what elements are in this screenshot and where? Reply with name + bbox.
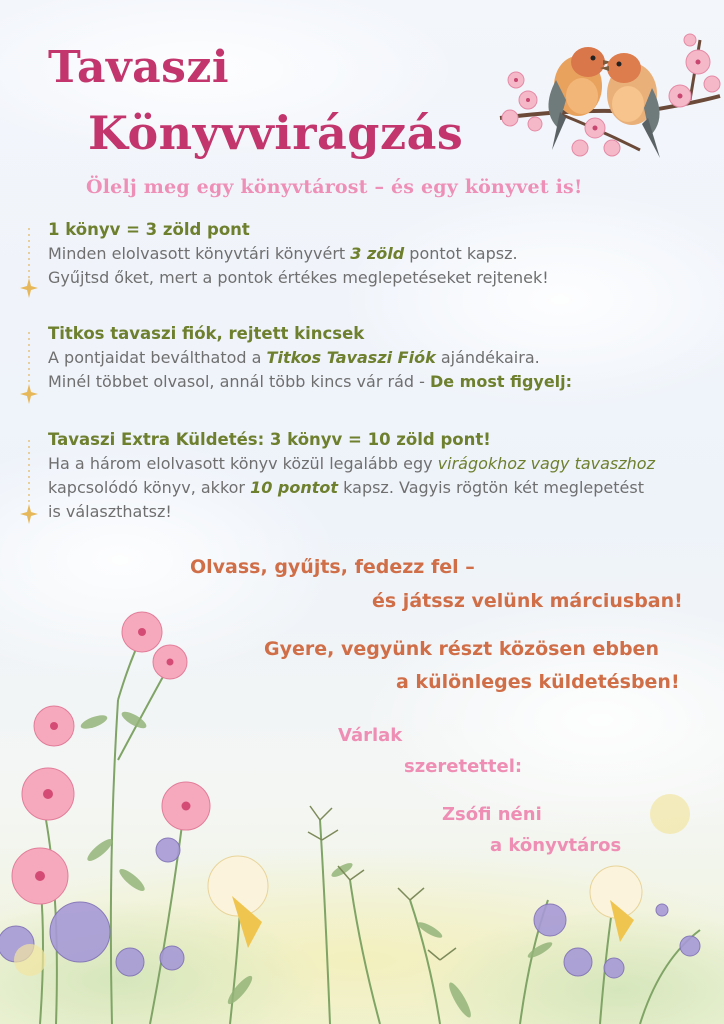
emphasis-text: virágokhoz vagy tavaszhoz [437,454,655,473]
emphasis-text: Titkos Tavaszi Fiók [266,348,436,367]
signoff-line: szeretettel: [404,756,523,777]
body-text: Gyűjtsd őket, mert a pontok értékes meglepetéseket rejtenek! [48,268,549,287]
callout-line: Gyere, vegyünk részt közösen ebben [264,638,659,660]
body-text: Ha a három elolvasott könyv közül legalább egy [48,454,438,473]
title-line-2: Könyvvirágzás [88,106,464,160]
body-text: kapsz. Vagyis rögtön két meglepetést [338,478,644,497]
section-extra-mission [48,428,698,524]
emphasis-text: 3 zöld [350,244,405,263]
section-heading: Tavaszi Extra Küldetés: 3 könyv = 10 zöld pont! [48,430,491,449]
sparkle-divider-icon [20,228,38,300]
body-text: Minél többet olvasol, annál több kincs vár rád - [48,372,430,391]
signoff-line: Várlak [338,725,403,746]
section-body [48,242,698,290]
section-heading: Titkos tavaszi fiók, rejtett kincsek [48,324,365,343]
section-heading: 1 könyv = 3 zöld pont [48,220,250,239]
callout-line: és játssz velünk márciusban! [372,590,683,612]
body-text: A pontjaidat beválthatod a [48,348,267,367]
sparkle-divider-icon [20,332,38,406]
section-points [48,218,698,290]
callout-line: a különleges küldetésben! [396,671,680,693]
callout-line: Olvass, gyűjts, fedezz fel – [190,556,475,578]
section-body [48,452,698,524]
signoff-name: Zsófi néni [442,804,542,825]
body-text: ajándékaira. [435,348,540,367]
body-text: pontot kapsz. [404,244,518,263]
section-body [48,346,698,394]
section-secret-drawer [48,322,698,394]
signoff-role: a könyvtáros [490,835,622,856]
body-text: Minden elolvasott könyvtári könyvért [48,244,351,263]
emphasis-text: 10 pontot [250,478,339,497]
sparkle-divider-icon [20,440,38,526]
body-text: kapcsolódó könyv, akkor [48,478,251,497]
body-text: is választhatsz! [48,502,172,521]
subtitle: Ölelj meg egy könyvtárost – és egy könyvet is! [86,176,583,198]
emphasis-text: De most figyelj: [429,372,573,391]
title-line-1: Tavaszi [48,42,230,93]
